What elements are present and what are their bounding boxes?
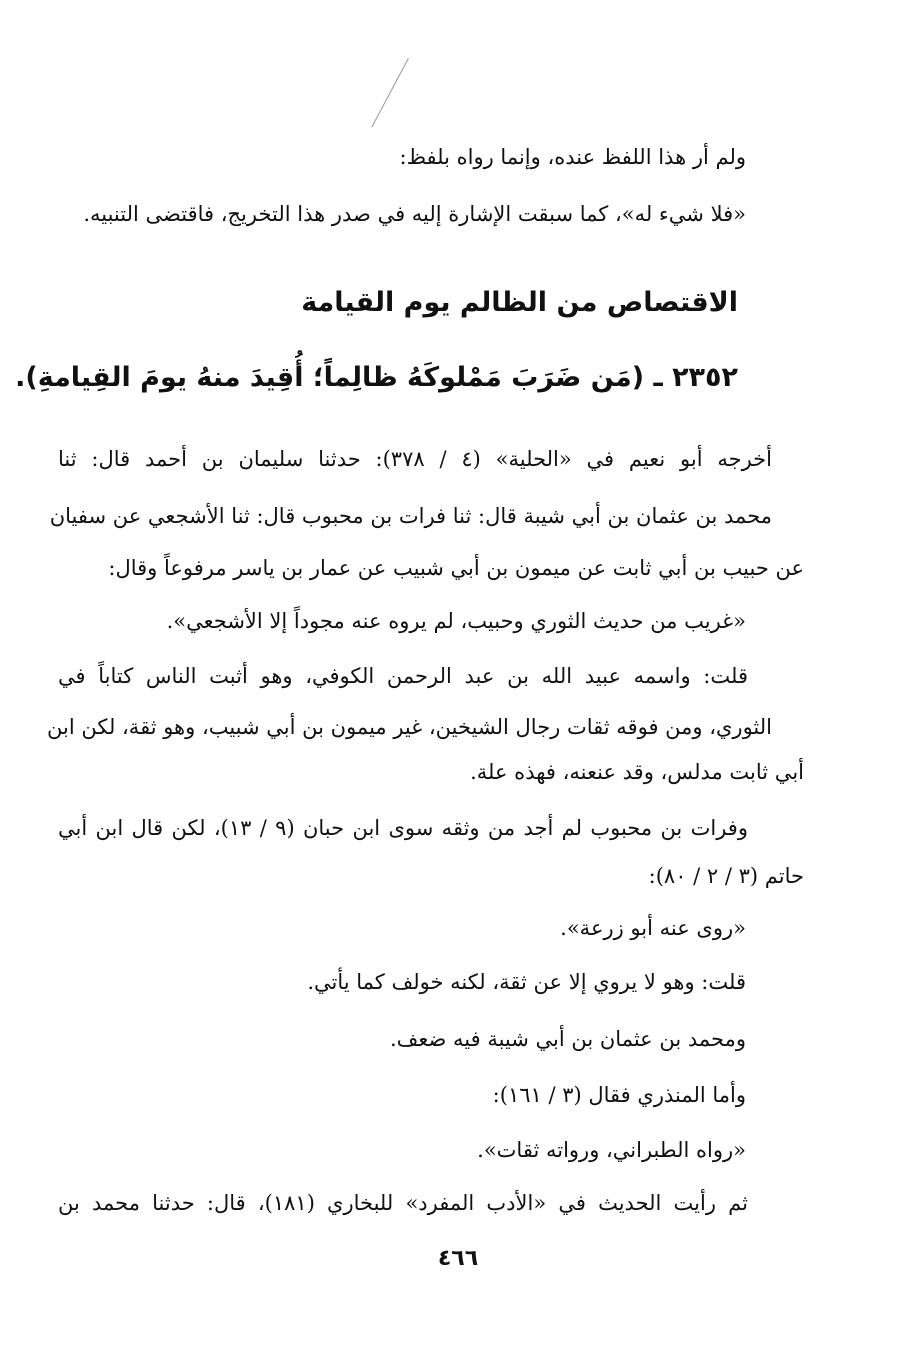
scan-artifact-line [371,58,409,127]
text-line: أخرجه أبو نعيم في «الحلية» (٤ / ٣٧٨): حدثنا سليمان بن أحمد قال: ثنا [58,447,772,471]
text-line: ثم رأيت الحديث في «الأدب المفرد» للبخاري (١٨١)، قال: حدثنا محمد بن [58,1191,748,1215]
text-line: وأما المنذري فقال (٣ / ١٦١): [492,1083,746,1107]
text-line: أبي ثابت مدلس، وقد عنعنه، فهذه علة. [470,760,804,784]
text-line: الثوري، ومن فوقه ثقات رجال الشيخين، غير ميمون بن أبي شبيب، وهو ثقة، لكن ابن [47,715,772,739]
hadith-text: ٢٣٥٢ ـ (مَن ضَرَبَ مَمْلوكَهُ ظالِماً؛ أُقِيدَ منهُ يومَ القِيامةِ). [15,362,738,393]
quote-line: «رواه الطبراني، ورواته ثقات». [477,1138,746,1162]
text-line: ومحمد بن عثمان بن أبي شيبة فيه ضعف. [389,1027,746,1051]
text-line: ولم أر هذا اللفظ عنده، وإنما رواه بلفظ: [399,145,746,169]
quote-line: «غريب من حديث الثوري وحبيب، لم يروه عنه مجوداً إلا الأشجعي». [166,609,746,633]
text-line: حاتم (٣ / ٢ / ٨٠): [648,864,804,888]
text-line: محمد بن عثمان بن أبي شيبة قال: ثنا فرات بن محبوب قال: ثنا الأشجعي عن سفيان [49,504,772,528]
quote-line: «روى عنه أبو زرعة». [560,916,746,940]
text-line: وفرات بن محبوب لم أجد من وثقه سوى ابن حبان (٩ / ١٣)، لكن قال ابن أبي [58,816,748,840]
text-line: قلت: وهو لا يروي إلا عن ثقة، لكنه خولف كما يأتي. [307,970,746,994]
text-line: عن حبيب بن أبي ثابت عن ميمون بن أبي شبيب عن عمار بن ياسر مرفوعاً وقال: [108,556,804,580]
text-line: «فلا شيء له»، كما سبقت الإشارة إليه في صدر هذا التخريج، فاقتضى التنبيه. [83,202,746,226]
section-heading: الاقتصاص من الظالم يوم القيامة [301,287,738,318]
text-line: قلت: واسمه عبيد الله بن عبد الرحمن الكوفي، وهو أثبت الناس كتاباً في [58,664,748,688]
page-number: ٤٦٦ [437,1246,479,1271]
